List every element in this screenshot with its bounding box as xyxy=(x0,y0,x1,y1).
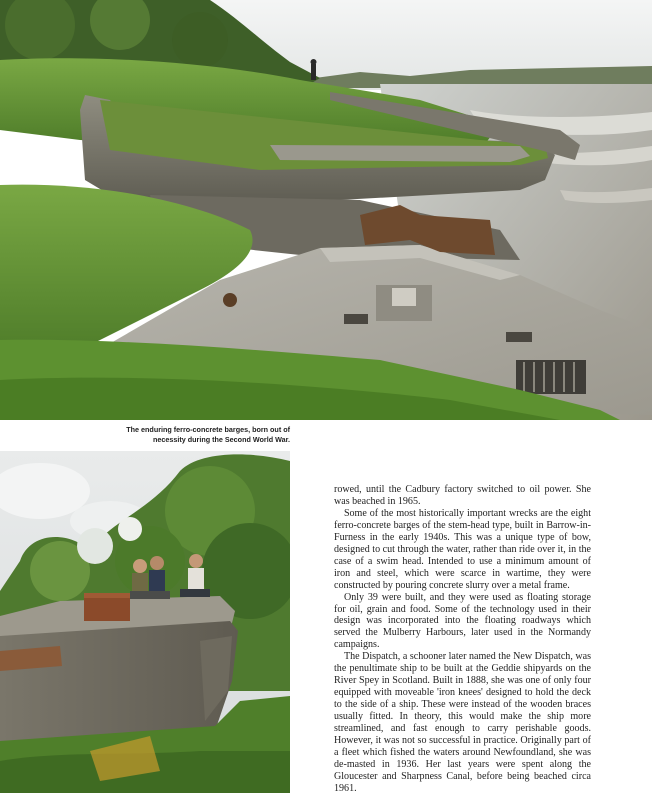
paragraph-2: Some of the most historically important wrecks are the eight ferro-concrete barges of the stem-head type, built in Barrow-in-Furness in the early 1940s. This was a unique type of bow, designed to cut through the water, rather than ride over it, in the case of a swim head. Intended to use a minimum amount of iron and steel, which were scarce in wartime, they were constructed by pouring concrete slurry over a metal frame. xyxy=(334,507,591,591)
paragraph-4: The Dispatch, a schooner later named the New Dispatch, was the penultimate ship to be built at the Geddie shipyards on the River Spey in Scotland. Built in 1888, she was one of only four equipped with moveable 'iron knees' designed to hold the deck to the side of a ship. These were instead of the wooden braces usually fitted. In theory, this would make the ship more streamlined, and fast enough to carry perishable goods. However, it was not so successful in practice. Originally part of a fleet which fished the waters around Newfoundland, she was de-masted in 1936. Her last years were spent along the Gloucester and Sharpness Canal, before being beached circa 1961. xyxy=(334,651,591,794)
article-body xyxy=(334,484,591,795)
photo-caption xyxy=(100,425,290,445)
paragraph-1: rowed, until the Cadbury factory switched to oil power. She was beached in 1965. xyxy=(334,484,591,507)
photo-people-on-wreck xyxy=(0,451,290,793)
paragraph-3: Only 39 were built, and they were used as floating storage for oil, grain and food. Some of the technology used in their design was incorporated into the floating roadways which served the Mulberry Harbours, later used in the Normandy campaigns. xyxy=(334,591,591,651)
caption-line-2: necessity during the Second World War. xyxy=(153,435,290,444)
caption-line-1: The enduring ferro-concrete barges, born out of xyxy=(126,425,290,434)
people-on-wreck-image xyxy=(0,451,290,793)
